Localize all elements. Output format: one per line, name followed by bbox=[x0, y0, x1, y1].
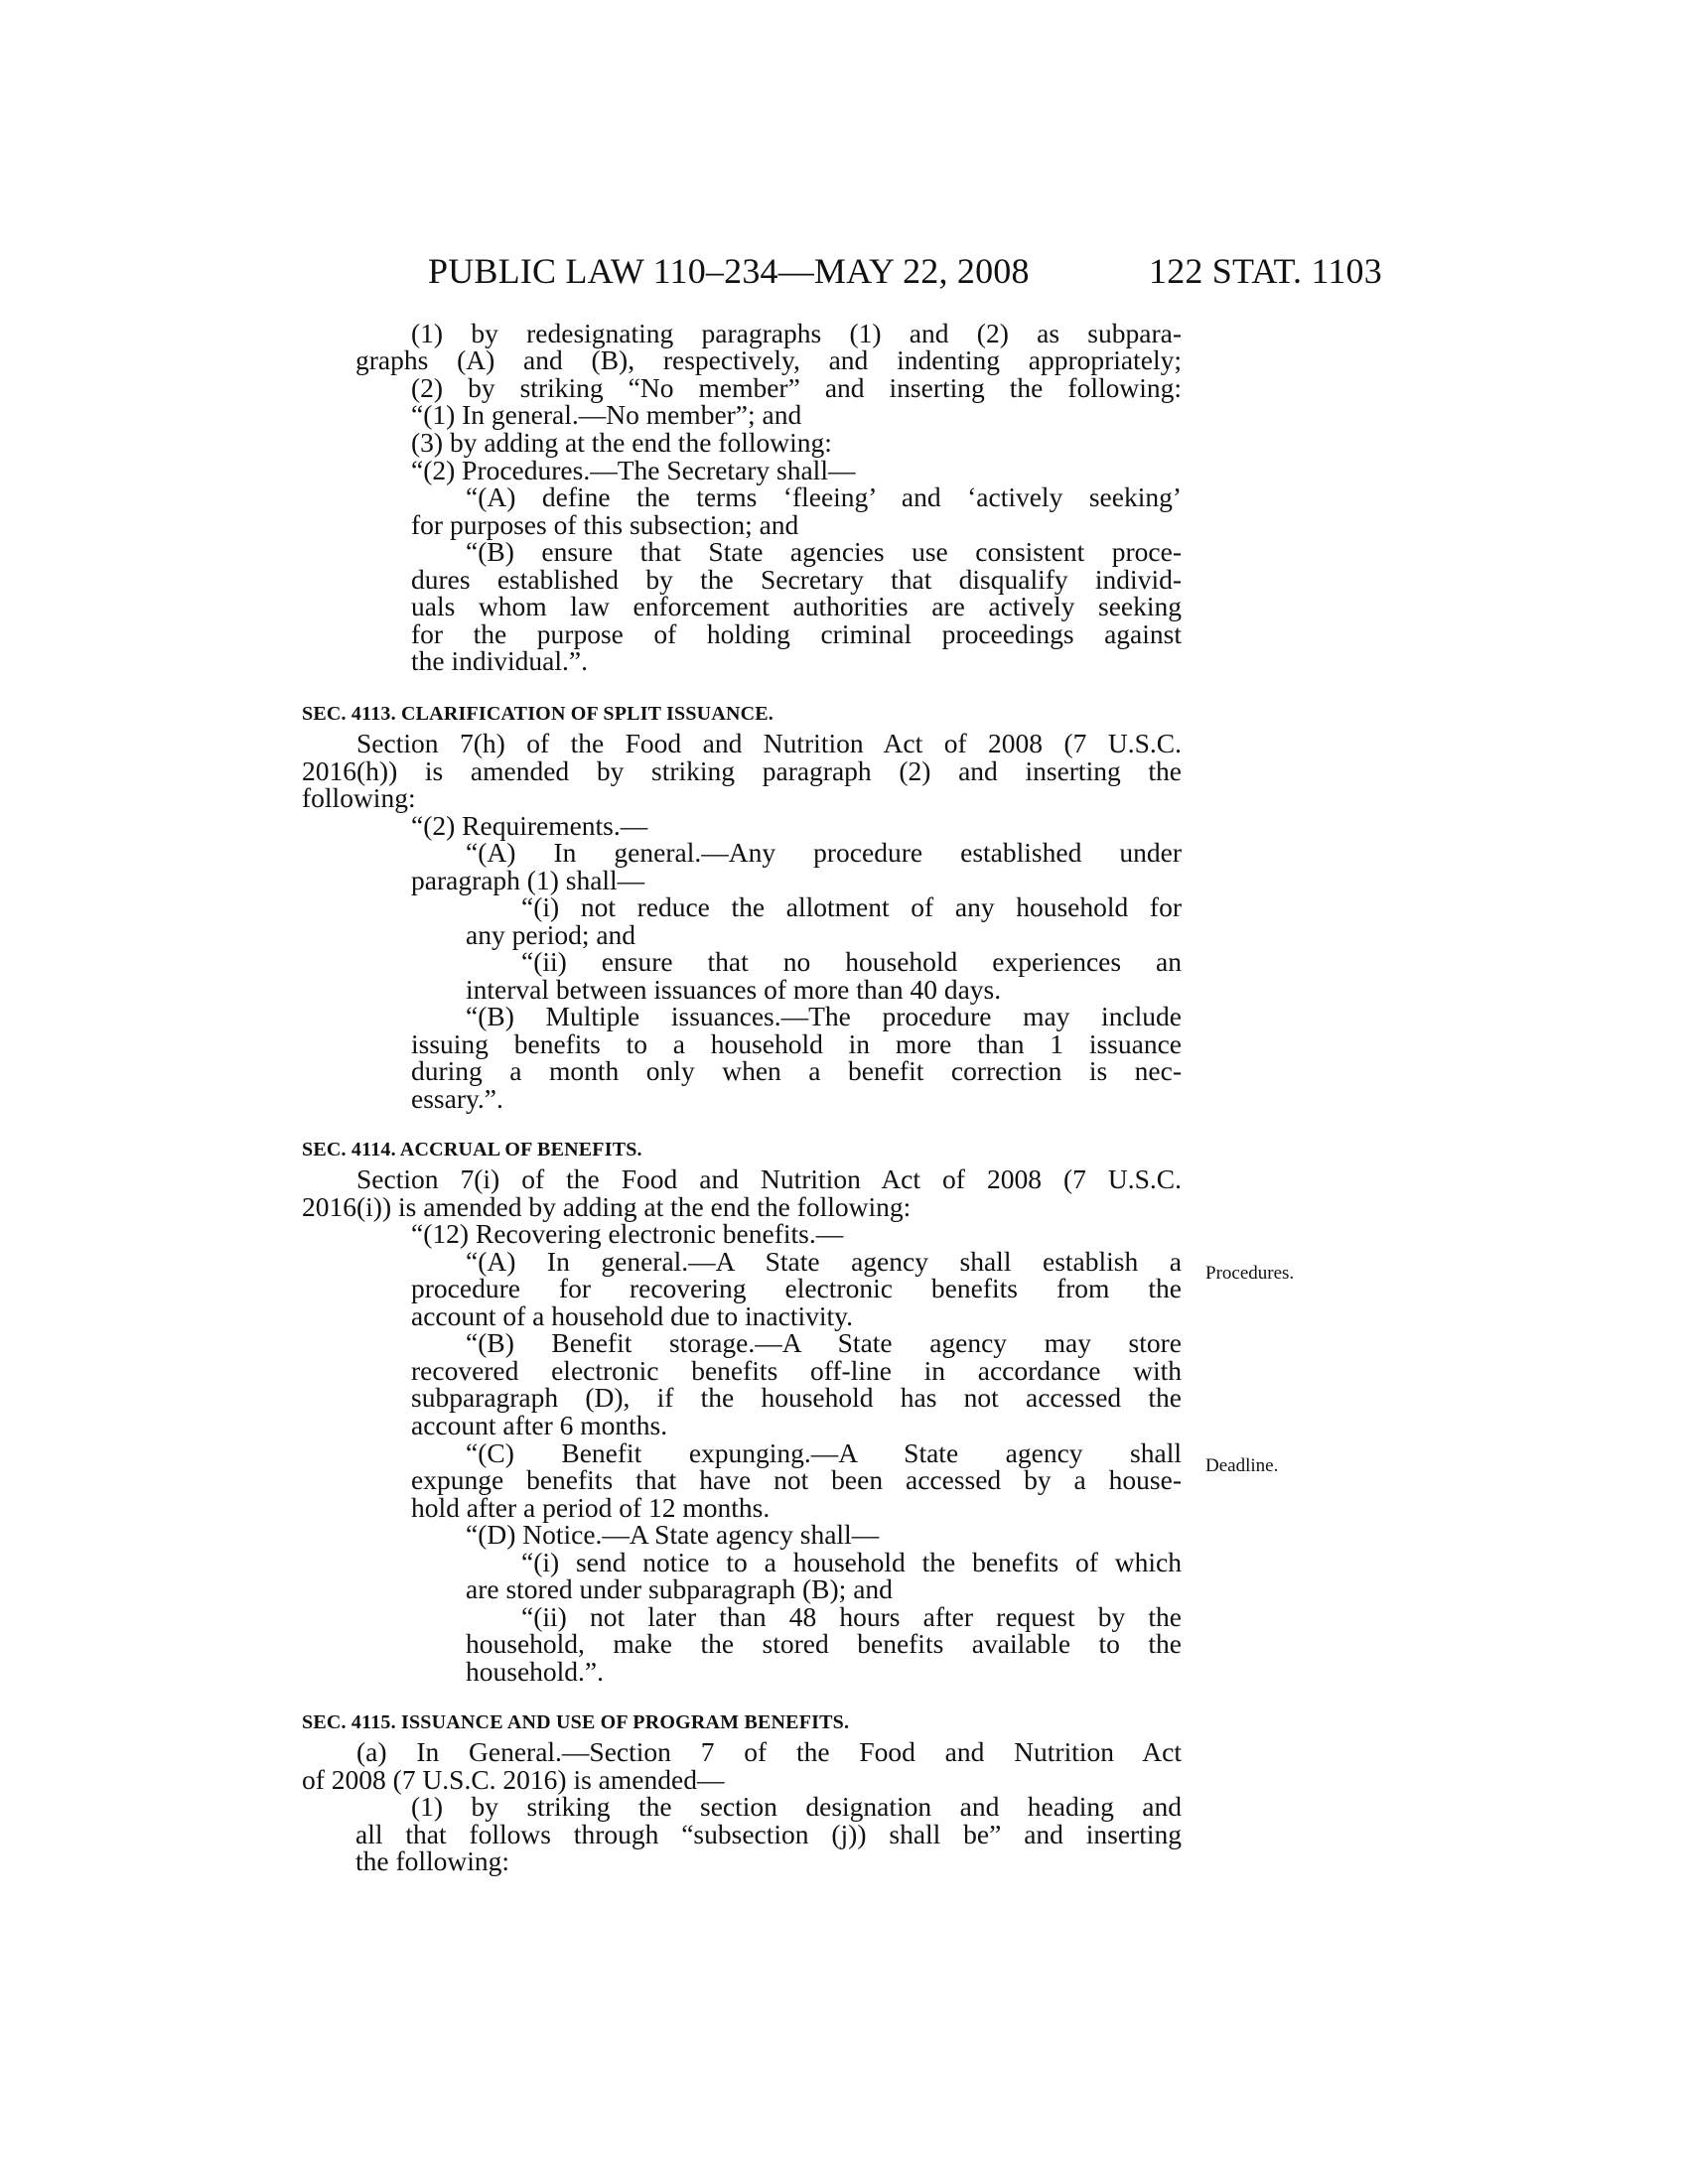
text-line: interval between issuances of more than 40 days. bbox=[466, 974, 1002, 1005]
text-line: “(C) Benefit expunging.—A State agency shall bbox=[466, 1437, 1182, 1468]
text-line: all that follows through “subsection (j)) shall be” and inserting bbox=[355, 1819, 1182, 1849]
text-line: (3) by adding at the end the following: bbox=[411, 427, 832, 458]
text-line: procedure for recovering electronic benefits from the bbox=[411, 1273, 1182, 1303]
text-line: account after 6 months. bbox=[411, 1410, 668, 1440]
text-line: (a) In General.—Section 7 of the Food and Nutrition Act bbox=[356, 1736, 1182, 1767]
margin-note-deadline: Deadline. bbox=[1205, 1455, 1279, 1476]
page-citation: 122 STAT. 1103 bbox=[1149, 251, 1382, 291]
text-line: of 2008 (7 U.S.C. 2016) is amended— bbox=[302, 1764, 725, 1795]
text-line: “(1) In general.—No member”; and bbox=[411, 399, 802, 430]
text-line: “(B) ensure that State agencies use consistent proce- bbox=[466, 536, 1182, 567]
text-line: graphs (A) and (B), respectively, and indenting appropriately; bbox=[355, 344, 1182, 375]
text-line: “(ii) ensure that no household experiences an bbox=[521, 946, 1182, 977]
text-line: paragraph (1) shall— bbox=[411, 865, 645, 895]
section-heading-4113: SEC. 4113. CLARIFICATION OF SPLIT ISSUANCE. bbox=[302, 703, 774, 725]
text-line: “(A) In general.—Any procedure established under bbox=[466, 837, 1182, 868]
text-line: essary.”. bbox=[411, 1083, 503, 1114]
text-line: dures established by the Secretary that disqualify individ- bbox=[411, 564, 1182, 595]
text-line: “(i) send notice to a household the benefits of which bbox=[521, 1547, 1182, 1577]
text-line: (1) by striking the section designation and heading and bbox=[411, 1791, 1182, 1822]
text-line: “(ii) not later than 48 hours after request by the bbox=[521, 1601, 1182, 1632]
text-line: uals whom law enforcement authorities are actively seeking bbox=[411, 591, 1182, 621]
text-line: “(A) define the terms ‘fleeing’ and ‘actively seeking’ bbox=[466, 481, 1182, 512]
text-line: “(D) Notice.—A State agency shall— bbox=[466, 1519, 880, 1550]
text-line: for the purpose of holding criminal proceedings against bbox=[411, 618, 1182, 649]
text-line: 2016(h)) is amended by striking paragraph (2) and inserting the bbox=[302, 755, 1182, 786]
text-line: account of a household due to inactivity. bbox=[411, 1300, 853, 1331]
text-line: recovered electronic benefits off-line in accordance with bbox=[411, 1355, 1182, 1386]
text-line: the following: bbox=[355, 1845, 510, 1876]
text-line: “(B) Benefit storage.—A State agency may store bbox=[466, 1327, 1182, 1358]
text-line: 2016(i)) is amended by adding at the end the following: bbox=[302, 1191, 912, 1222]
text-line: during a month only when a benefit correction is nec- bbox=[411, 1055, 1182, 1086]
text-line: issuing benefits to a household in more than 1 issuance bbox=[411, 1028, 1182, 1059]
section-heading-4115: SEC. 4115. ISSUANCE AND USE OF PROGRAM BENEFITS. bbox=[302, 1711, 850, 1733]
text-line: “(2) Requirements.— bbox=[411, 810, 648, 841]
section-heading-4114: SEC. 4114. ACCRUAL OF BENEFITS. bbox=[302, 1139, 642, 1160]
text-line: are stored under subparagraph (B); and bbox=[466, 1573, 893, 1604]
text-line: Section 7(i) of the Food and Nutrition Act of 2008 (7 U.S.C. bbox=[356, 1163, 1182, 1194]
margin-note-procedures: Procedures. bbox=[1205, 1263, 1295, 1284]
text-line: “(12) Recovering electronic benefits.— bbox=[411, 1218, 844, 1249]
text-line: for purposes of this subsection; and bbox=[411, 509, 799, 540]
text-line: any period; and bbox=[466, 919, 636, 950]
text-line: “(B) Multiple issuances.—The procedure may include bbox=[466, 1001, 1182, 1031]
text-line: Section 7(h) of the Food and Nutrition Act of 2008 (7 U.S.C. bbox=[356, 728, 1182, 758]
text-line: (1) by redesignating paragraphs (1) and (2) as subpara- bbox=[411, 318, 1182, 348]
text-line: expunge benefits that have not been accessed by a house- bbox=[411, 1464, 1182, 1495]
text-line: the individual.”. bbox=[411, 645, 588, 676]
text-line: subparagraph (D), if the household has not accessed the bbox=[411, 1382, 1182, 1413]
text-line: (2) by striking “No member” and inserting the following: bbox=[411, 372, 1182, 403]
text-line: household, make the stored benefits available to the bbox=[466, 1628, 1182, 1659]
text-line: “(2) Procedures.—The Secretary shall— bbox=[411, 455, 856, 485]
text-line: “(i) not reduce the allotment of any household for bbox=[521, 891, 1182, 922]
text-line: following: bbox=[302, 782, 416, 813]
text-line: household.”. bbox=[466, 1656, 605, 1687]
running-header-title: PUBLIC LAW 110–234—MAY 22, 2008 bbox=[428, 251, 1030, 291]
text-line: hold after a period of 12 months. bbox=[411, 1492, 771, 1523]
text-line: “(A) In general.—A State agency shall establish a bbox=[466, 1246, 1182, 1277]
